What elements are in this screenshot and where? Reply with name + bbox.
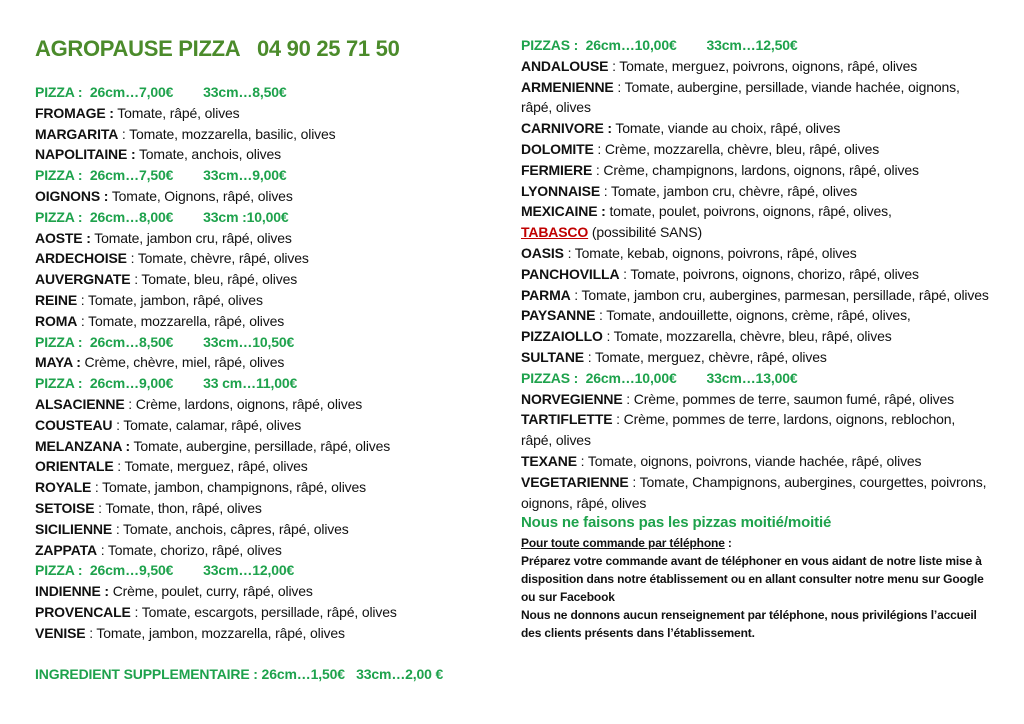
- phone-order-heading-suffix: :: [724, 536, 732, 551]
- menu-item: [35, 623, 495, 644]
- pizza-name: AUVERGNATE: [35, 271, 131, 288]
- pizza-name: ZAPPATA: [35, 541, 97, 558]
- pizza-ingredients: : Tomate, calamar, râpé, olives: [112, 416, 302, 433]
- price-header: PIZZA : 26cm…9,50€ 33cm…12,00€: [35, 562, 295, 579]
- pizza-ingredients: : Tomate, jambon, champignons, râpé, olives: [91, 479, 367, 496]
- price-header: INGREDIENT SUPPLEMENTAIRE : 26cm…1,50€ 33cm…2,00 €: [35, 666, 444, 683]
- menu-item: [35, 311, 495, 332]
- pizza-ingredients: : Crème, mozzarella, chèvre, bleu, râpé, olives: [593, 140, 880, 157]
- pizza-name: SETOISE: [35, 499, 95, 516]
- pizza-ingredients: Tomate, aubergine, persillade, râpé, olives: [130, 437, 391, 454]
- pizza-name: TEXANE: [521, 452, 577, 469]
- pizza-name: DOLOMITE: [521, 140, 594, 157]
- pizza-ingredients: : Tomate, jambon cru, aubergines, parmesan, persillade, râpé, olives: [570, 286, 989, 303]
- pizza-name: MELANZANA :: [35, 437, 131, 454]
- pizza-ingredients: : Tomate, chèvre, râpé, olives: [126, 250, 309, 267]
- menu-item: [35, 124, 495, 145]
- pizza-name: PAYSANNE: [521, 307, 596, 324]
- pizza-name: COUSTEAU: [35, 416, 113, 433]
- pizza-name: ANDALOUSE: [521, 57, 609, 74]
- pizza-ingredients: Tomate, Oignons, râpé, olives: [108, 187, 293, 204]
- pizza-ingredients: : Crème, champignons, lardons, oignons, râpé, olives: [592, 161, 919, 178]
- pizza-ingredients: : Tomate, thon, râpé, olives: [94, 499, 262, 516]
- menu-item: [35, 498, 495, 519]
- menu-item: [521, 472, 989, 514]
- pizza-name: INDIENNE :: [35, 583, 109, 600]
- half-half-notice: Nous ne faisons pas les pizzas moitié/moitié: [521, 514, 832, 532]
- menu-column-left: [35, 82, 495, 685]
- pizza-name: TARTIFLETTE: [521, 411, 613, 428]
- price-header: PIZZA : 26cm…9,00€ 33 cm…11,00€: [35, 375, 298, 392]
- spacer: [35, 644, 495, 665]
- pizza-ingredients: : Tomate, jambon, râpé, olives: [77, 291, 263, 308]
- menu-items-right: [521, 35, 989, 513]
- pizza-name: ALSACIENNE: [35, 395, 125, 412]
- price-header: PIZZA : 26cm…8,00€ 33cm :10,00€: [35, 208, 289, 225]
- pizza-name: LYONNAISE: [521, 182, 601, 199]
- menu-item: [35, 477, 495, 498]
- pizza-ingredients: Tomate, anchois, olives: [135, 146, 282, 163]
- menu-item: [35, 352, 495, 373]
- pizza-name: PROVENCALE: [35, 603, 131, 620]
- menu-column-right: [521, 35, 989, 642]
- menu-item: [521, 139, 989, 160]
- pizza-ingredients: : Tomate, poivrons, oignons, chorizo, râpé, olives: [619, 265, 919, 282]
- menu-item: [521, 305, 989, 326]
- pizza-ingredients: Tomate, viande au choix, râpé, olives: [611, 120, 841, 137]
- pizza-ingredients: : Tomate, mozzarella, râpé, olives: [77, 312, 285, 329]
- menu-item: [35, 415, 495, 436]
- menu-item: [35, 186, 495, 207]
- pizza-ingredients: : Tomate, bleu, râpé, olives: [130, 271, 298, 288]
- pizza-name: NAPOLITAINE :: [35, 146, 136, 163]
- pizza-ingredients: : Crème, lardons, oignons, râpé, olives: [124, 395, 363, 412]
- menu-item: [521, 243, 989, 264]
- pizza-name: ROYALE: [35, 479, 92, 496]
- menu-item: [35, 290, 495, 311]
- pizza-ingredients: : Tomate, chorizo, râpé, olives: [96, 541, 282, 558]
- menu-item: [35, 248, 495, 269]
- pizza-name: MAYA :: [35, 354, 81, 371]
- pizza-ingredients: : Tomate, oignons, poivrons, viande hachée, râpé, olives: [576, 452, 922, 469]
- menu-item: [521, 160, 989, 181]
- pizza-ingredients: : Tomate, mozzarella, basilic, olives: [118, 125, 336, 142]
- pizza-ingredients: tomate, poulet, poivrons, oignons, râpé, olives,: [605, 203, 892, 220]
- pizza-ingredients: Crème, chèvre, miel, râpé, olives: [80, 354, 285, 371]
- menu-item: [35, 519, 495, 540]
- phone-order-paragraph: Préparez votre commande avant de téléphoner en vous aidant de notre liste mise à disposition dans notre établissement ou en allant consulter notre menu sur Google ou sur Facebook: [521, 554, 984, 605]
- pizza-name: MARGARITA: [35, 125, 119, 142]
- pizza-ingredients: : Tomate, merguez, poivrons, oignons, râpé, olives: [608, 57, 918, 74]
- phone-info-paragraph: Nous ne donnons aucun renseignement par téléphone, nous privilégions l’accueil des clients présents dans l’établissement.: [521, 608, 977, 641]
- menu-item: [521, 389, 989, 410]
- pizza-name: SICILIENNE: [35, 520, 113, 537]
- pizza-ingredients: Tomate, râpé, olives: [113, 104, 240, 121]
- pizza-name: OIGNONS :: [35, 187, 109, 204]
- pizza-ingredients: : Tomate, jambon cru, chèvre, râpé, olives: [600, 182, 858, 199]
- menu-item: [35, 269, 495, 290]
- pizza-name: OASIS: [521, 244, 564, 261]
- pizza-ingredients: : Crème, pommes de terre, lardons, oignons, reblochon, râpé, olives: [521, 411, 956, 449]
- pizza-name: MEXICAINE :: [521, 203, 606, 220]
- tabasco-warning: TABASCO: [521, 224, 589, 241]
- pizza-note: (possibilité SANS): [588, 224, 702, 241]
- menu-item: [35, 540, 495, 561]
- pizza-ingredients: : Tomate, aubergine, persillade, viande hachée, oignons, râpé, olives: [521, 78, 960, 116]
- menu-item: [521, 56, 989, 77]
- phone-order-heading: Pour toute commande par téléphone: [521, 536, 725, 551]
- pizza-ingredients: Tomate, jambon cru, râpé, olives: [90, 229, 292, 246]
- menu-item: [35, 436, 495, 457]
- menu-item: [521, 347, 989, 368]
- page-title: AGROPAUSE PIZZA 04 90 25 71 50: [35, 36, 400, 61]
- phone-order-info: [521, 534, 989, 642]
- pizza-ingredients: : Tomate, merguez, chèvre, râpé, olives: [583, 348, 827, 365]
- pizza-name: PANCHOVILLA: [521, 265, 620, 282]
- pizza-name: VEGETARIENNE: [521, 473, 629, 490]
- menu-item: [35, 602, 495, 623]
- pizza-ingredients: : Tomate, andouillette, oignons, crème, râpé, olives,: [595, 307, 911, 324]
- pizza-name: FROMAGE :: [35, 104, 114, 121]
- menu-item: [35, 456, 495, 477]
- pizza-ingredients: : Tomate, Champignons, aubergines, courgettes, poivrons, oignons, râpé, olives: [521, 473, 987, 511]
- pizza-ingredients: : Tomate, mozzarella, chèvre, bleu, râpé, olives: [602, 328, 892, 345]
- menu-item: [521, 201, 989, 243]
- pizza-name: PIZZAIOLLO: [521, 328, 603, 345]
- price-header: PIZZAS : 26cm…10,00€ 33cm…12,50€: [521, 37, 798, 53]
- price-header: PIZZAS : 26cm…10,00€ 33cm…13,00€: [521, 369, 798, 386]
- menu-item: [521, 326, 989, 347]
- pizza-name: NORVEGIENNE: [521, 390, 623, 407]
- menu-item: [521, 451, 989, 472]
- menu-item: [35, 103, 495, 124]
- menu-item: [521, 285, 989, 306]
- pizza-name: FERMIERE: [521, 161, 593, 178]
- pizza-ingredients: : Tomate, jambon, mozzarella, râpé, olives: [85, 624, 345, 641]
- menu-item: [521, 118, 989, 139]
- pizza-name: ORIENTALE: [35, 458, 114, 475]
- pizza-name: PARMA: [521, 286, 571, 303]
- price-header: PIZZA : 26cm…7,50€ 33cm…9,00€: [35, 167, 287, 184]
- menu-item: [521, 409, 989, 451]
- pizza-ingredients: : Tomate, anchois, câpres, râpé, olives: [112, 520, 349, 537]
- pizza-name: ROMA: [35, 312, 78, 329]
- pizza-name: ARDECHOISE: [35, 250, 127, 267]
- price-header: PIZZA : 26cm…8,50€ 33cm…10,50€: [35, 333, 295, 350]
- menu-item: [521, 181, 989, 202]
- pizza-ingredients: Crème, poulet, curry, râpé, olives: [108, 583, 313, 600]
- pizza-name: VENISE: [35, 624, 86, 641]
- pizza-name: SULTANE: [521, 348, 584, 365]
- menu-item: [35, 144, 495, 165]
- pizza-ingredients: : Crème, pommes de terre, saumon fumé, râpé, olives: [622, 390, 955, 407]
- pizza-name: ARMENIENNE: [521, 78, 614, 95]
- menu-item: [521, 264, 989, 285]
- menu-item: [35, 581, 495, 602]
- pizza-name: CARNIVORE :: [521, 120, 612, 137]
- pizza-name: AOSTE :: [35, 229, 91, 246]
- pizza-name: REINE: [35, 291, 78, 308]
- menu-item: [35, 394, 495, 415]
- pizza-ingredients: : Tomate, merguez, râpé, olives: [113, 458, 308, 475]
- pizza-ingredients: : Tomate, escargots, persillade, râpé, olives: [130, 603, 397, 620]
- pizza-ingredients: : Tomate, kebab, oignons, poivrons, râpé, olives: [563, 244, 857, 261]
- menu-item: [521, 77, 989, 119]
- menu-item: [35, 228, 495, 249]
- price-header: PIZZA : 26cm…7,00€ 33cm…8,50€: [35, 84, 287, 100]
